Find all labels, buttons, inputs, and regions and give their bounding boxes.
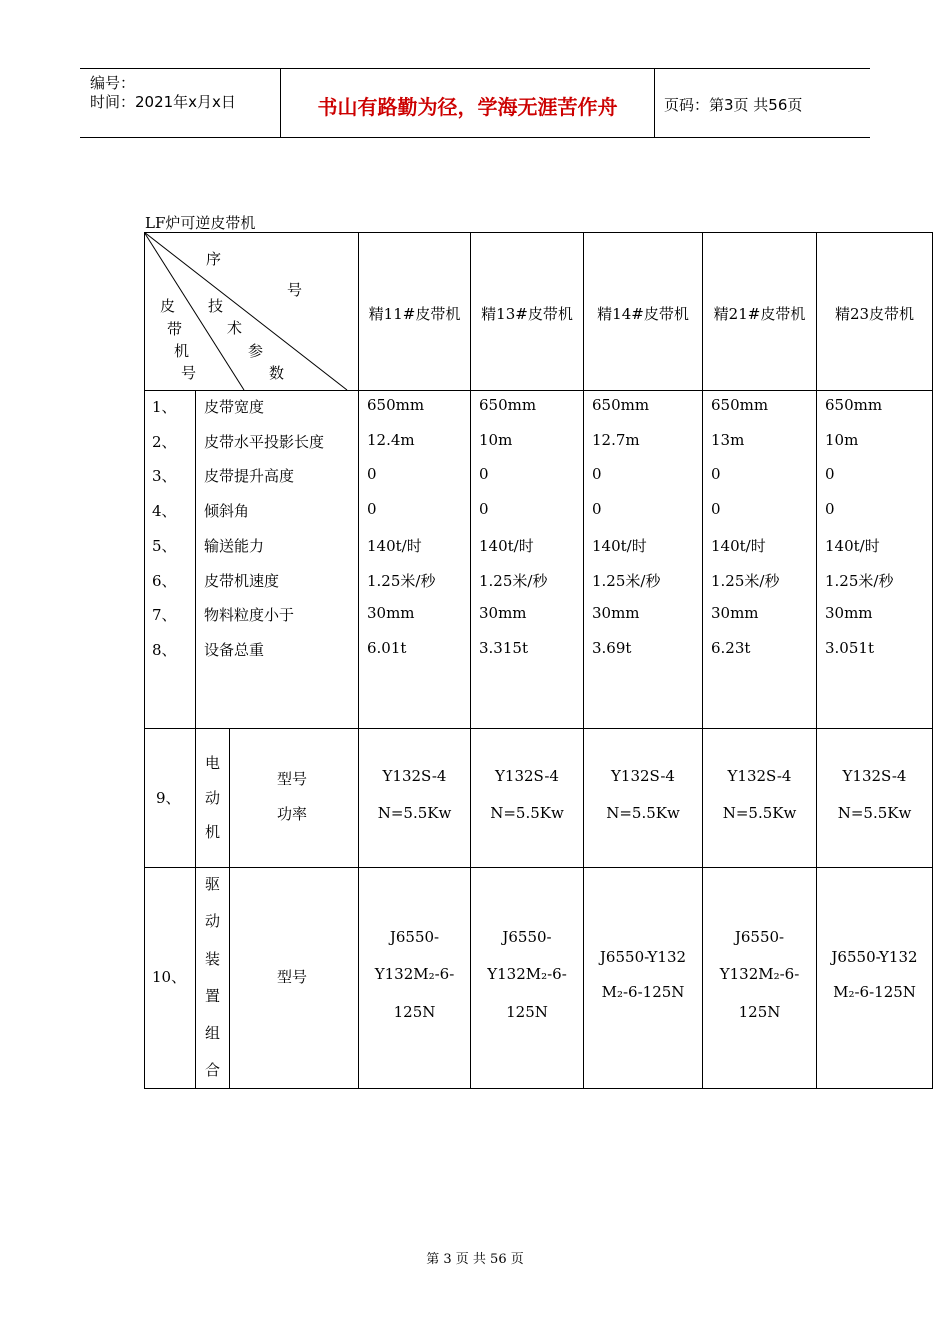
drive-model-line: Y132M₂-6-	[487, 965, 567, 983]
cell-value: 3.051t	[825, 639, 874, 657]
cell-value: 0	[479, 465, 489, 483]
column-header: 精14#皮带机	[597, 305, 689, 323]
motor-power-label: 功率	[277, 805, 308, 823]
corner-hao: 号	[287, 281, 303, 299]
row-number: 6、	[152, 572, 177, 590]
cell-value: 30mm	[711, 604, 759, 622]
corner-shu: 术	[227, 319, 243, 337]
motor-model: Y132S-4	[382, 767, 447, 785]
row-param: 倾斜角	[204, 502, 250, 520]
table-bottom-border	[144, 1088, 933, 1089]
page-number-label: 页码：第3页 共56页	[664, 96, 803, 114]
drive-model-line: J6550-	[734, 928, 785, 946]
motor-model: Y132S-4	[842, 767, 907, 785]
params-row-border	[144, 728, 933, 729]
drive-group-char: 置	[205, 987, 221, 1005]
drive-model-line: J6550-Y132	[831, 948, 918, 966]
page-footer: 第 3 页 共 56 页	[426, 1252, 524, 1267]
row-number: 3、	[152, 467, 177, 485]
row-param: 物料粒度小于	[204, 606, 295, 624]
cell-value: 30mm	[592, 604, 640, 622]
drive-group-char: 装	[205, 950, 221, 968]
corner-dai: 带	[167, 320, 183, 338]
motor-group-char: 电	[205, 754, 221, 772]
drive-group-char: 组	[205, 1024, 221, 1042]
motor-power: N=5.5Kw	[837, 804, 912, 822]
cell-value: 650mm	[711, 396, 769, 414]
drive-group-char: 动	[205, 912, 221, 930]
cell-value: 0	[592, 465, 602, 483]
column-header: 精23皮带机	[834, 305, 915, 323]
col-divider-2	[470, 232, 471, 1089]
cell-value: 12.4m	[367, 431, 415, 449]
drive-model-line: Y132M₂-6-	[719, 965, 800, 983]
cell-value: 6.23t	[711, 639, 751, 657]
motor-group-char: 动	[205, 789, 221, 807]
corner-xu: 序	[206, 250, 222, 268]
cell-value: 3.315t	[479, 639, 528, 657]
cell-value: 1.25米/秒	[479, 572, 548, 590]
row-number: 1、	[152, 398, 177, 416]
cell-value: 30mm	[479, 604, 527, 622]
motor-row-border	[144, 867, 933, 868]
cell-value: 0	[367, 465, 377, 483]
cell-value: 30mm	[367, 604, 415, 622]
row-number: 5、	[152, 537, 177, 555]
row-param: 皮带提升高度	[204, 467, 295, 485]
motor-power: N=5.5Kw	[377, 804, 452, 822]
drive-model-line: J6550-Y132	[599, 948, 687, 966]
drive-model-line: M₂-6-125N	[833, 983, 916, 1001]
drive-model-line: M₂-6-125N	[601, 983, 685, 1001]
corner-can: 参	[248, 342, 264, 360]
cell-value: 1.25米/秒	[711, 572, 780, 590]
drive-model-line: 125N	[393, 1003, 436, 1021]
cell-value: 1.25米/秒	[367, 572, 436, 590]
motto: 书山有路勤为径，学海无涯苦作舟	[317, 95, 618, 119]
motor-power: N=5.5Kw	[606, 804, 680, 822]
cell-value: 0	[592, 500, 602, 518]
no-column-divider	[195, 390, 196, 1089]
corner-pi: 皮	[160, 297, 176, 315]
corner-jij: 机	[174, 342, 190, 360]
corner-hao2: 号	[181, 364, 197, 382]
drive-model-line: J6550-	[502, 928, 552, 946]
column-header: 精13#皮带机	[481, 305, 573, 323]
cell-value: 6.01t	[367, 639, 407, 657]
row-param: 输送能力	[204, 537, 265, 555]
drive-group-char: 合	[205, 1061, 221, 1079]
corner-ji: 技	[208, 297, 224, 315]
cell-value: 30mm	[825, 604, 873, 622]
cell-value: 0	[825, 500, 835, 518]
serial-label: 编号：	[90, 74, 136, 92]
cell-value: 140t/时	[367, 537, 422, 555]
row-number: 8、	[152, 641, 177, 659]
drive-model-line: 125N	[506, 1003, 548, 1021]
cell-value: 1.25米/秒	[825, 572, 894, 590]
drive-model-line: J6550-	[389, 928, 440, 946]
cell-value: 0	[367, 500, 377, 518]
motor-group-char: 机	[205, 823, 221, 841]
cell-value: 12.7m	[592, 431, 640, 449]
cell-value: 13m	[711, 431, 745, 449]
cell-value: 10m	[825, 431, 859, 449]
motor-model: Y132S-4	[727, 767, 792, 785]
row-param: 设备总重	[204, 641, 265, 659]
corner-diagonal-lines	[144, 232, 359, 391]
cell-value: 140t/时	[825, 537, 880, 555]
cell-value: 0	[825, 465, 835, 483]
cell-value: 650mm	[367, 396, 425, 414]
row-param: 皮带宽度	[204, 398, 265, 416]
date-label: 时间：2021年x月x日	[90, 93, 236, 111]
motor-model: Y132S-4	[495, 767, 559, 785]
column-header: 精11#皮带机	[368, 305, 461, 323]
table-caption: LF炉可逆皮带机	[145, 214, 256, 232]
cell-value: 10m	[479, 431, 513, 449]
cell-value: 140t/时	[479, 537, 534, 555]
row-param: 皮带水平投影长度	[204, 433, 325, 451]
cell-value: 650mm	[592, 396, 650, 414]
row-number: 7、	[152, 606, 177, 624]
motor-model: Y132S-4	[611, 767, 675, 785]
cell-value: 3.69t	[592, 639, 632, 657]
cell-value: 140t/时	[711, 537, 766, 555]
motor-model-label: 型号	[277, 770, 308, 788]
cell-value: 0	[711, 500, 721, 518]
drive-group-char: 驱	[205, 875, 221, 893]
row-number: 9、	[156, 789, 181, 807]
drive-model-label: 型号	[277, 968, 308, 986]
motor-power: N=5.5Kw	[722, 804, 797, 822]
row-number: 10、	[152, 968, 187, 986]
cell-value: 0	[711, 465, 721, 483]
corner-shu2: 数	[269, 364, 285, 382]
cell-value: 140t/时	[592, 537, 647, 555]
row-number: 2、	[152, 433, 177, 451]
motor-power: N=5.5Kw	[490, 804, 564, 822]
row-param: 皮带机速度	[204, 572, 280, 590]
column-header: 精21#皮带机	[713, 305, 806, 323]
cell-value: 650mm	[825, 396, 883, 414]
drive-model-line: Y132M₂-6-	[374, 965, 455, 983]
cell-value: 0	[479, 500, 489, 518]
drive-model-line: 125N	[738, 1003, 781, 1021]
cell-value: 650mm	[479, 396, 537, 414]
group-column-divider	[229, 728, 230, 1089]
cell-value: 1.25米/秒	[592, 572, 661, 590]
row-number: 4、	[152, 502, 177, 520]
